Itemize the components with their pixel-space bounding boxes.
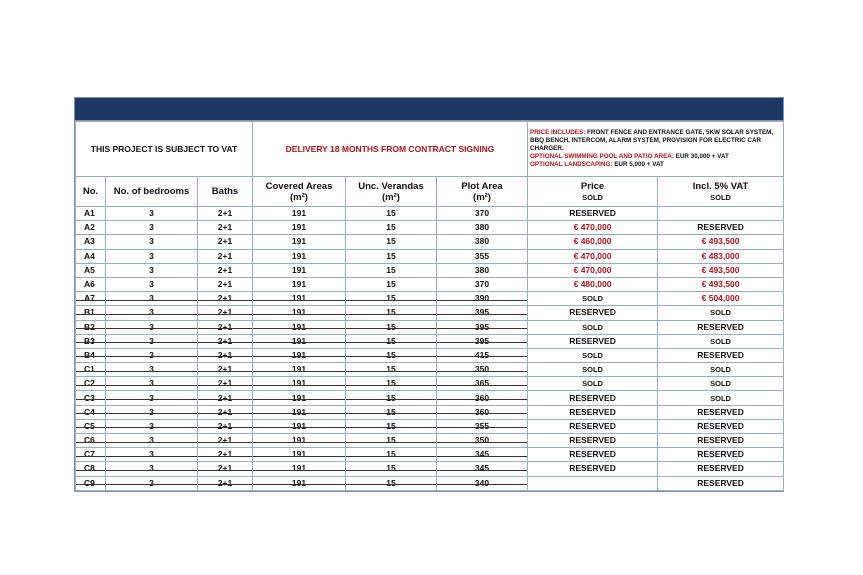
cell-vat: RESERVED xyxy=(658,434,784,448)
cell-price: € 470,000 xyxy=(528,249,658,263)
plot-unit: (m²) xyxy=(473,191,491,203)
cell-verandas: 15 xyxy=(346,277,437,291)
col-header-verandas xyxy=(346,177,437,207)
cell-price: RESERVED xyxy=(528,462,658,476)
cell-verandas: 15 xyxy=(346,348,437,362)
cell-bedrooms: 3 xyxy=(106,448,198,462)
cell-bedrooms: 3 xyxy=(106,377,198,391)
cell-vat: € 493,500 xyxy=(658,277,784,291)
cell-plot: 345 xyxy=(437,448,528,462)
cell-bedrooms: 3 xyxy=(106,306,198,320)
column-header-row xyxy=(76,177,784,207)
cell-no: C8 xyxy=(76,462,106,476)
cell-baths: 2+1 xyxy=(198,306,253,320)
cell-bedrooms: 3 xyxy=(106,405,198,419)
cell-no: B2 xyxy=(76,320,106,334)
cell-vat: RESERVED xyxy=(658,419,784,433)
price-label: Price xyxy=(580,180,605,192)
cell-covered: 191 xyxy=(253,348,346,362)
cell-covered: 191 xyxy=(253,207,346,221)
cell-price: RESERVED xyxy=(528,334,658,348)
cell-vat: € 483,000 xyxy=(658,249,784,263)
cell-bedrooms: 3 xyxy=(106,391,198,405)
cell-baths: 2+1 xyxy=(198,334,253,348)
cell-no: A4 xyxy=(76,249,106,263)
col-header-no: No. xyxy=(76,177,106,207)
cell-bedrooms: 3 xyxy=(106,320,198,334)
cell-covered: 191 xyxy=(253,320,346,334)
table-row xyxy=(76,235,784,249)
cell-verandas: 15 xyxy=(346,306,437,320)
cell-baths: 2+1 xyxy=(198,391,253,405)
table-row xyxy=(76,334,784,348)
cell-no: A3 xyxy=(76,235,106,249)
cell-verandas: 15 xyxy=(346,221,437,235)
cell-bedrooms: 3 xyxy=(106,462,198,476)
cell-covered: 191 xyxy=(253,405,346,419)
table-row xyxy=(76,207,784,221)
cell-covered: 191 xyxy=(253,235,346,249)
cell-vat: SOLD xyxy=(658,377,784,391)
info-row xyxy=(76,122,784,177)
cell-baths: 2+1 xyxy=(198,363,253,377)
table-row xyxy=(76,306,784,320)
cell-plot: 415 xyxy=(437,348,528,362)
cell-price: RESERVED xyxy=(528,391,658,405)
cell-vat: RESERVED xyxy=(658,221,784,235)
cell-plot: 380 xyxy=(437,235,528,249)
cell-covered: 191 xyxy=(253,363,346,377)
cell-vat: € 493,500 xyxy=(658,235,784,249)
cell-vat: RESERVED xyxy=(658,320,784,334)
cell-baths: 2+1 xyxy=(198,235,253,249)
cell-vat: RESERVED xyxy=(658,405,784,419)
cell-bedrooms: 3 xyxy=(106,235,198,249)
cell-covered: 191 xyxy=(253,462,346,476)
table-row xyxy=(76,277,784,291)
cell-baths: 2+1 xyxy=(198,476,253,490)
cell-bedrooms: 3 xyxy=(106,292,198,306)
cell-covered: 191 xyxy=(253,334,346,348)
cell-plot: 350 xyxy=(437,363,528,377)
cell-baths: 2+1 xyxy=(198,277,253,291)
cell-baths: 2+1 xyxy=(198,221,253,235)
cell-covered: 191 xyxy=(253,263,346,277)
cell-vat: RESERVED xyxy=(658,348,784,362)
cell-no: A7 xyxy=(76,292,106,306)
price-includes-text: FRONT FENCE AND ENTRANCE GATE, 5KW SOLAR SYSTEM, BBQ BENCH, INTERCOM, ALARM SYSTEM, PROVISION FOR ELECTRIC CAR CHARGER. xyxy=(530,129,774,152)
cell-covered: 191 xyxy=(253,448,346,462)
pool-label: OPTIONAL SWIMMING POOL AND PATIO AREA: xyxy=(530,153,674,160)
col-header-covered xyxy=(253,177,346,207)
vat-note: THIS PROJECT IS SUBJECT TO VAT xyxy=(76,122,253,177)
plot-label: Plot Area xyxy=(461,180,503,192)
cell-price: SOLD xyxy=(528,292,658,306)
verandas-label: Unc. Verandas xyxy=(358,180,424,192)
cell-plot: 395 xyxy=(437,306,528,320)
cell-vat: € 504,000 xyxy=(658,292,784,306)
cell-price: RESERVED xyxy=(528,434,658,448)
cell-baths: 2+1 xyxy=(198,207,253,221)
cell-plot: 395 xyxy=(437,320,528,334)
cell-verandas: 15 xyxy=(346,476,437,490)
cell-plot: 350 xyxy=(437,434,528,448)
price-includes-label: PRICE INCLUDES: xyxy=(530,129,586,136)
table-row xyxy=(76,377,784,391)
cell-bedrooms: 3 xyxy=(106,348,198,362)
col-header-plot xyxy=(437,177,528,207)
col-header-baths: Baths xyxy=(198,177,253,207)
cell-verandas: 15 xyxy=(346,405,437,419)
price-sub: SOLD xyxy=(582,192,603,202)
verandas-unit: (m²) xyxy=(382,191,400,203)
cell-price: SOLD xyxy=(528,377,658,391)
cell-verandas: 15 xyxy=(346,292,437,306)
cell-verandas: 15 xyxy=(346,419,437,433)
cell-price: SOLD xyxy=(528,363,658,377)
covered-label: Covered Areas xyxy=(265,180,333,192)
cell-bedrooms: 3 xyxy=(106,221,198,235)
cell-baths: 2+1 xyxy=(198,377,253,391)
cell-baths: 2+1 xyxy=(198,448,253,462)
cell-verandas: 15 xyxy=(346,235,437,249)
cell-plot: 380 xyxy=(437,263,528,277)
cell-baths: 2+1 xyxy=(198,348,253,362)
cell-plot: 360 xyxy=(437,391,528,405)
cell-bedrooms: 3 xyxy=(106,277,198,291)
pool-text: EUR 30,000 + VAT xyxy=(673,153,729,160)
cell-bedrooms: 3 xyxy=(106,263,198,277)
cell-bedrooms: 3 xyxy=(106,476,198,490)
cell-no: C1 xyxy=(76,363,106,377)
cell-price: RESERVED xyxy=(528,207,658,221)
col-header-price xyxy=(528,177,658,207)
cell-plot: 380 xyxy=(437,221,528,235)
cell-vat: € 493,500 xyxy=(658,263,784,277)
vat-sub: SOLD xyxy=(710,192,731,202)
table-row xyxy=(76,448,784,462)
cell-baths: 2+1 xyxy=(198,292,253,306)
cell-no: C5 xyxy=(76,419,106,433)
cell-covered: 191 xyxy=(253,292,346,306)
cell-plot: 370 xyxy=(437,207,528,221)
cell-no: A2 xyxy=(76,221,106,235)
cell-no: C3 xyxy=(76,391,106,405)
landscaping-label: OPTIONAL LANDSCAPING: xyxy=(530,161,613,168)
cell-baths: 2+1 xyxy=(198,405,253,419)
cell-covered: 191 xyxy=(253,434,346,448)
cell-plot: 345 xyxy=(437,462,528,476)
cell-price: € 470,000 xyxy=(528,221,658,235)
cell-no: A1 xyxy=(76,207,106,221)
cell-covered: 191 xyxy=(253,476,346,490)
header-bar xyxy=(75,98,783,121)
cell-verandas: 15 xyxy=(346,448,437,462)
cell-verandas: 15 xyxy=(346,363,437,377)
cell-covered: 191 xyxy=(253,249,346,263)
cell-baths: 2+1 xyxy=(198,462,253,476)
cell-plot: 340 xyxy=(437,476,528,490)
table-row xyxy=(76,292,784,306)
table-row xyxy=(76,419,784,433)
cell-covered: 191 xyxy=(253,391,346,405)
col-header-bedrooms: No. of bedrooms xyxy=(106,177,198,207)
cell-plot: 360 xyxy=(437,405,528,419)
cell-no: C7 xyxy=(76,448,106,462)
cell-vat: SOLD xyxy=(658,363,784,377)
cell-vat: SOLD xyxy=(658,306,784,320)
price-list-table xyxy=(75,121,784,491)
vat-label: Incl. 5% VAT xyxy=(692,180,749,192)
cell-plot: 370 xyxy=(437,277,528,291)
cell-verandas: 15 xyxy=(346,377,437,391)
cell-no: C4 xyxy=(76,405,106,419)
cell-verandas: 15 xyxy=(346,207,437,221)
covered-unit: (m²) xyxy=(290,191,308,203)
cell-vat: RESERVED xyxy=(658,476,784,490)
cell-price: € 480,000 xyxy=(528,277,658,291)
cell-vat: SOLD xyxy=(658,334,784,348)
cell-plot: 390 xyxy=(437,292,528,306)
cell-vat: RESERVED xyxy=(658,448,784,462)
cell-verandas: 15 xyxy=(346,249,437,263)
landscaping-text: EUR 5,000 + VAT xyxy=(612,161,664,168)
cell-no: B4 xyxy=(76,348,106,362)
units-table-body xyxy=(76,207,784,491)
cell-no: B1 xyxy=(76,306,106,320)
cell-bedrooms: 3 xyxy=(106,334,198,348)
cell-baths: 2+1 xyxy=(198,263,253,277)
table-row xyxy=(76,348,784,362)
cell-covered: 191 xyxy=(253,221,346,235)
cell-covered: 191 xyxy=(253,377,346,391)
cell-verandas: 15 xyxy=(346,462,437,476)
cell-bedrooms: 3 xyxy=(106,419,198,433)
cell-verandas: 15 xyxy=(346,391,437,405)
cell-price: € 460,000 xyxy=(528,235,658,249)
cell-no: A6 xyxy=(76,277,106,291)
cell-price: RESERVED xyxy=(528,405,658,419)
table-row xyxy=(76,320,784,334)
cell-verandas: 15 xyxy=(346,434,437,448)
cell-price: SOLD xyxy=(528,348,658,362)
cell-no: C6 xyxy=(76,434,106,448)
cell-baths: 2+1 xyxy=(198,434,253,448)
cell-vat: RESERVED xyxy=(658,462,784,476)
price-list-sheet xyxy=(74,97,784,492)
cell-baths: 2+1 xyxy=(198,320,253,334)
cell-bedrooms: 3 xyxy=(106,207,198,221)
cell-price: RESERVED xyxy=(528,419,658,433)
cell-covered: 191 xyxy=(253,277,346,291)
table-row xyxy=(76,221,784,235)
cell-verandas: 15 xyxy=(346,263,437,277)
cell-plot: 355 xyxy=(437,249,528,263)
cell-baths: 2+1 xyxy=(198,249,253,263)
cell-covered: 191 xyxy=(253,419,346,433)
cell-plot: 395 xyxy=(437,334,528,348)
cell-price: RESERVED xyxy=(528,448,658,462)
cell-plot: 365 xyxy=(437,377,528,391)
table-row xyxy=(76,263,784,277)
cell-verandas: 15 xyxy=(346,334,437,348)
cell-bedrooms: 3 xyxy=(106,363,198,377)
price-includes-notes xyxy=(528,122,784,177)
table-row xyxy=(76,391,784,405)
cell-plot: 355 xyxy=(437,419,528,433)
cell-covered: 191 xyxy=(253,306,346,320)
cell-vat: SOLD xyxy=(658,391,784,405)
cell-price: € 470,000 xyxy=(528,263,658,277)
cell-price: RESERVED xyxy=(528,306,658,320)
cell-baths: 2+1 xyxy=(198,419,253,433)
cell-price: SOLD xyxy=(528,320,658,334)
delivery-note: DELIVERY 18 MONTHS FROM CONTRACT SIGNING xyxy=(253,122,528,177)
cell-vat xyxy=(658,207,784,221)
table-row xyxy=(76,405,784,419)
cell-no: A5 xyxy=(76,263,106,277)
cell-bedrooms: 3 xyxy=(106,434,198,448)
cell-bedrooms: 3 xyxy=(106,249,198,263)
col-header-vat xyxy=(658,177,784,207)
cell-verandas: 15 xyxy=(346,320,437,334)
table-row xyxy=(76,476,784,490)
cell-no: C9 xyxy=(76,476,106,490)
table-row xyxy=(76,363,784,377)
cell-no: C2 xyxy=(76,377,106,391)
cell-price xyxy=(528,476,658,490)
cell-no: B3 xyxy=(76,334,106,348)
table-row xyxy=(76,249,784,263)
table-row xyxy=(76,462,784,476)
table-row xyxy=(76,434,784,448)
